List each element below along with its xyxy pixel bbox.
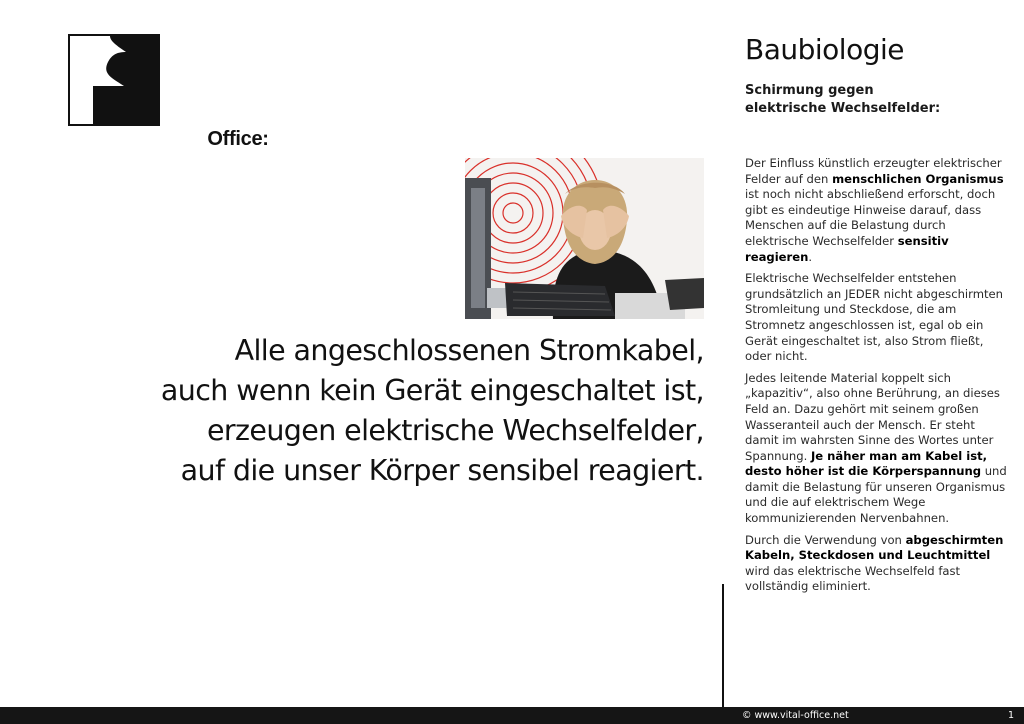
emphasis-text: menschlichen Organismus (832, 171, 1004, 186)
footer-bar (0, 707, 1024, 724)
photo-illustration (465, 158, 704, 319)
subtitle-line: Schirmung gegen (745, 83, 874, 98)
paragraph-1 (745, 156, 1007, 265)
headline-line: Alle angeschlossenen Stromkabel, (234, 334, 704, 367)
headline-line: auf die unser Körper sensibel reagiert. (180, 454, 704, 487)
text-run: ist noch nicht abschließend erforscht, doch gibt es eindeutige Hinweise darauf, dass Menschen auf die Belastung durch elektrische Wechselfelder (745, 187, 996, 248)
emphasis-text: abgeschirmten Kabeln, Steckdosen und Leuchtmittel (745, 532, 1004, 563)
paragraph-2: Elektrische Wechselfelder entstehen grundsätzlich an JEDER nicht abgeschirmten Stromleitung und Steckdose, die am Stromnetz angeschlossen ist, egal ob ein Gerät eingeschaltet ist, also Strom fließt, oder nicht. (745, 271, 1004, 364)
subtitle-line: elektrische Wechselfelder: (745, 101, 941, 116)
paragraph-3 (745, 371, 1007, 527)
logo-text-office: Office: (207, 128, 269, 150)
logo-mark-icon (68, 34, 160, 126)
logo-text (164, 127, 269, 151)
paragraph-4 (745, 533, 1007, 595)
emphasis-text: Je näher man am Kabel ist, desto höher ist die Körperspannung (745, 448, 988, 479)
text-run: Der Einfluss künstlich erzeugter elektrischer Felder auf den (745, 156, 1002, 186)
text-run: . (808, 249, 813, 264)
headline-quote (64, 331, 704, 491)
divider-line (722, 584, 724, 708)
headline-line: erzeugen elektrische Wechselfelder, (207, 414, 704, 447)
page-number: 1 (1007, 710, 1014, 721)
text-run: und damit die Belastung für unseren Organismus und die auf elektrischem Wege kommunizierenden Nervenbahnen. (745, 464, 1007, 526)
text-run: Jedes leitende Material koppelt sich „kapazitiv“, also ohne Berührung, an dieses Feld an. Dazu gehört mit seinem großen Wasseranteil auch der Mensch. Er steht damit im wahrsten Sinne des Wortes unter Spannung. (745, 370, 1000, 463)
text-run: wird das elektrische Wechselfeld fast vollständig eliminiert. (745, 563, 961, 594)
body-text (745, 156, 1007, 601)
logo-text-vital: Vital- (164, 128, 208, 150)
section-title: Baubiologie (745, 33, 904, 66)
headline-line: auch wenn kein Gerät eingeschaltet ist, (160, 374, 704, 407)
emphasis-text: sensitiv reagieren (745, 233, 949, 264)
footer-website-link[interactable]: © www.vital-office.net (742, 710, 849, 721)
section-subtitle (745, 82, 1005, 118)
text-run: Durch die Verwendung von (745, 532, 906, 547)
stressed-woman-photo (465, 158, 704, 319)
vital-office-logo (68, 34, 269, 150)
